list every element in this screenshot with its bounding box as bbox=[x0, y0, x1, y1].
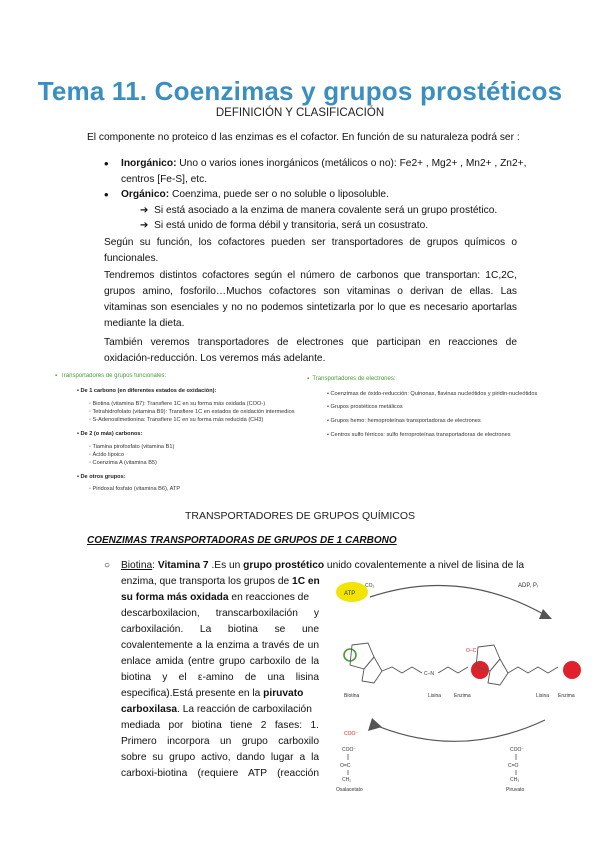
paragraph-electrons: También veremos transportadores de electrones que participan en reacciones de oxidación-reducción. Los veremos más adelante. bbox=[104, 337, 517, 364]
organic-sub-2-text: Si está unido de forma débil y transitoria, será un cosustrato. bbox=[154, 220, 429, 231]
biotin-l3: su forma más oxidada bbox=[121, 592, 229, 603]
organic-sub-1-text: Si está asociado a la enzima de manera covalente será un grupo prostético. bbox=[154, 205, 498, 216]
biotin-ring bbox=[488, 659, 508, 685]
summary-g1-item: ◦ S-Adenosilmetionina: Transfiere 1C en su forma más reducida (CH3) bbox=[89, 417, 264, 423]
biotin-l2: enzima, que transporta los grupos de bbox=[121, 576, 293, 587]
inorganic-item bbox=[121, 156, 581, 172]
lisina-label: Lisina bbox=[428, 693, 442, 699]
summary-right-header: ▪ Transportadores de electrones: bbox=[307, 376, 396, 382]
summary-g3-item: ◦ Piridoxal fosfato (vitamina B6), ATP bbox=[89, 486, 181, 492]
amide-label: C–N bbox=[424, 671, 435, 677]
enzima-label-2: Enzima bbox=[558, 693, 575, 699]
biotin-l4: descarboxilacion, transcarboxilación y bbox=[121, 608, 319, 619]
struct-text: CH₃ bbox=[510, 777, 520, 783]
subsection-heading: COENZIMAS TRANSPORTADORAS DE GRUPOS DE 1 CARBONO bbox=[87, 535, 397, 546]
struct-text: O=C bbox=[340, 763, 351, 769]
summary-right-header-text: Transportadores de electrones: bbox=[312, 376, 396, 382]
biotin-chain bbox=[508, 667, 558, 673]
biotin-vitamin: Vitamina 7 bbox=[157, 560, 209, 571]
paragraph-function: Según su función, los cofactores pueden ser transportadores de grupos químicos o funcionales. bbox=[104, 237, 517, 264]
intro-text: El componente no proteico d las enzimas es el cofactor. En función de su naturaleza podrá ser : bbox=[87, 132, 520, 143]
summary-right-item-text: Grupos prostéticos metálicos bbox=[330, 404, 403, 410]
biotin-l14: carboxi-biotina (requiere ATP (reacción bbox=[121, 768, 319, 779]
biotin-ring bbox=[362, 657, 382, 683]
summary-g2-item: ◦ Tiamina pirofosfato (vitamina B1) bbox=[89, 444, 175, 450]
biotin-l12: Primero incorpora un grupo carboxilo bbox=[121, 736, 319, 747]
summary-right-item-text: Grupos hemo: hemoproteínas transportadoras de electrones bbox=[330, 418, 481, 424]
summary-g2-item-text: Coenzima A (vitamina B5) bbox=[92, 460, 157, 466]
section-heading-transporters: TRANSPORTADORES DE GRUPOS QUÍMICOS bbox=[184, 510, 416, 522]
arrow-right-icon: ➔ bbox=[140, 220, 149, 231]
inorganic-text-2: centros [Fe-S], etc. bbox=[121, 174, 208, 185]
organic-sub-1 bbox=[140, 203, 497, 219]
paragraph-carbons: Tendremos distintos cofactores según el número de carbonos que transportan: 1C,2C, grupos amino, fosforilo…Muchos cofactores son vitaminas o derivan de ellas. Las vitaminas son esenciales y no no podemos sintetizarla por lo que es necesario aportarlas mediante la dieta. bbox=[104, 270, 517, 329]
summary-g1-item-text: S-Adenosilmetionina: Transfiere 1C en su forma más reducida (CH3) bbox=[92, 417, 264, 423]
summary-right-item: • Grupos hemo: hemoproteínas transportadoras de electrones bbox=[327, 418, 481, 424]
section-heading-definition: DEFINICIÓN Y CLASIFICACIÓN bbox=[215, 107, 385, 119]
enzima-label: Enzima bbox=[454, 693, 471, 699]
summary-right-item: • Centros sulfo férricos: sulfo ferroproteínas transportadoras de electrones bbox=[327, 432, 511, 438]
summary-g1-item-text: Biotina (vitamina B7): Transfiere 1C en su forma más oxidada (COO-) bbox=[92, 401, 266, 407]
biotin-l3b: en reacciones de bbox=[228, 592, 309, 603]
summary-g2-item-text: Tiamina pirofosfato (vitamina B1) bbox=[92, 444, 175, 450]
struct-text: C=O bbox=[508, 763, 519, 769]
arrow-head-icon bbox=[368, 718, 382, 731]
reaction-arc-bottom bbox=[375, 720, 545, 741]
struct-text: COO⁻ bbox=[344, 731, 359, 737]
biotin-l10: carboxilasa bbox=[121, 704, 178, 715]
biotin-chain bbox=[382, 667, 422, 673]
summary-g1-item-text: Tetrahidrofolato (vitamina B9): Transfiere 1C en estados de oxidación intermedios bbox=[92, 409, 295, 415]
biotin-active-site bbox=[344, 649, 356, 661]
pyruvate-label: Piruvato bbox=[506, 787, 525, 793]
carboxyl-label: O–C bbox=[466, 648, 477, 654]
adp-label: ADP, Pᵢ bbox=[518, 583, 538, 589]
co2-label: CO₂ bbox=[365, 583, 375, 589]
atp-label: ATP bbox=[344, 591, 356, 597]
biotin-l7: enlace amida (entre grupo carboxilo de la bbox=[121, 656, 319, 667]
oxaloacetate-structure bbox=[336, 731, 363, 793]
arrow-right-icon: ➔ bbox=[140, 205, 149, 216]
bullet-icon: • bbox=[104, 156, 109, 171]
lisina-label-2: Lisina bbox=[536, 693, 550, 699]
summary-g2-item: ◦ Ácido lipoico bbox=[89, 452, 124, 458]
lysine-chain bbox=[438, 667, 468, 673]
summary-left-header: ▪ Transportadores de grupos funcionales: bbox=[55, 373, 167, 379]
summary-right-item: • Grupos prostéticos metálicos bbox=[327, 404, 403, 410]
biotin-reaction-figure bbox=[330, 575, 585, 795]
organic-label: Orgánico: bbox=[121, 189, 170, 200]
summary-group-3-text: De otros grupos: bbox=[80, 474, 126, 480]
inorganic-text: Uno o varios iones inorgánicos (metálicos o no): Fe2+ , Mg2+ , Mn2+ , Zn2+, bbox=[176, 158, 527, 169]
bullet-icon: • bbox=[104, 187, 109, 202]
biotin-l1b: grupo prostético bbox=[243, 560, 325, 571]
biotin-l6: covalentemente a la enzima a través de un bbox=[121, 640, 319, 651]
biotin-l11: mediada por biotina tiene 2 fases: 1. bbox=[121, 720, 319, 731]
summary-group-1: • De 1 carbono (en diferentes estados de oxidación): bbox=[77, 388, 217, 394]
biotin-l5: carboxilación. La biotina se une bbox=[121, 624, 319, 635]
reaction-arc-top bbox=[370, 585, 545, 615]
biotin-l1a: .Es un bbox=[208, 560, 244, 571]
summary-group-1-text: De 1 carbono (en diferentes estados de oxidación): bbox=[80, 388, 217, 394]
organic-sub-2 bbox=[140, 218, 428, 234]
biotin-line-1: Biotina: Vitamina 7 .Es un grupo prostético unido covalentemente a nivel de lisina de la bbox=[121, 560, 525, 571]
struct-text: COO⁻ bbox=[342, 747, 357, 753]
summary-right-item-text: Centros sulfo férricos: sulfo ferroproteínas transportadoras de electrones bbox=[330, 432, 511, 438]
biotin-l10b: . La reacción de carboxilación bbox=[177, 704, 312, 715]
pyruvate-structure bbox=[506, 747, 525, 793]
biotin-l2b: 1C en bbox=[292, 576, 320, 587]
summary-g1-item: ◦ Biotina (vitamina B7): Transfiere 1C en su forma más oxidada (COO-) bbox=[89, 401, 266, 407]
biotin-l9b: piruvato bbox=[263, 688, 304, 699]
organic-text: Coenzima, puede ser o no soluble o liposoluble. bbox=[169, 189, 389, 200]
enzyme-marker bbox=[563, 661, 581, 679]
summary-g1-item: ◦ Tetrahidrofolato (vitamina B9): Transfiere 1C en estados de oxidación intermedios bbox=[89, 409, 295, 415]
summary-left-header-text: Transportadores de grupos funcionales: bbox=[60, 373, 167, 379]
oxaloacetate-label: Oxalacetato bbox=[336, 787, 363, 793]
biotin-name: Biotina bbox=[121, 560, 153, 571]
biotina-label: Biotina bbox=[344, 693, 360, 699]
summary-g2-item: ◦ Coenzima A (vitamina B5) bbox=[89, 460, 157, 466]
circle-bullet-icon: ○ bbox=[104, 560, 111, 571]
biotin-l13: sobre su grupo activo, dando lugar a la bbox=[121, 752, 319, 763]
summary-group-2-text: De 2 (o más) carbonos: bbox=[80, 431, 143, 437]
struct-text: CH₂ bbox=[342, 777, 352, 783]
summary-right-item: • Coenzimas de óxido-reducción: Quinonas, flavinas nucleótidos y piridin-nucleótidos bbox=[327, 391, 538, 397]
struct-text: COO⁻ bbox=[510, 747, 525, 753]
biotin-l8: biotina y el ε-amino de una lisina bbox=[121, 672, 319, 683]
biotin-ring bbox=[350, 643, 374, 669]
summary-g3-item-text: Piridoxal fosfato (vitamina B6), ATP bbox=[92, 486, 181, 492]
summary-group-2: • De 2 (o más) carbonos: bbox=[77, 431, 143, 437]
organic-item bbox=[121, 187, 581, 203]
biotin-body bbox=[121, 574, 319, 782]
summary-g2-item-text: Ácido lipoico bbox=[92, 452, 124, 458]
summary-figure bbox=[55, 372, 575, 497]
biotin-l9: especifica).Está presente en la bbox=[121, 688, 264, 699]
summary-group-3: • De otros grupos: bbox=[77, 474, 126, 480]
inorganic-label: Inorgánico: bbox=[121, 158, 177, 169]
biotin-l1c: unido covalentemente a nivel de lisina de la bbox=[324, 560, 525, 571]
page-title: Tema 11. Coenzimas y grupos prostéticos bbox=[37, 76, 563, 106]
summary-right-item-text: Coenzimas de óxido-reducción: Quinonas, flavinas nucleótidos y piridin-nucleótidos bbox=[330, 391, 538, 397]
arrow-head-icon bbox=[539, 609, 552, 619]
